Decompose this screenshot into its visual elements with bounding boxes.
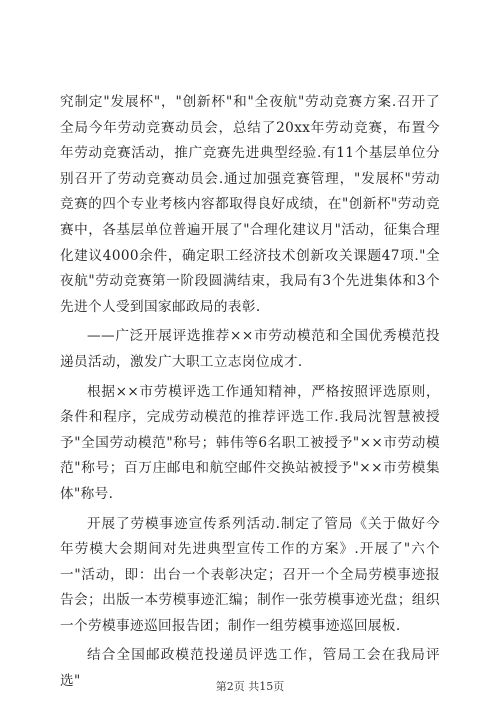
- page-footer: 第2页 共15页: [215, 680, 285, 693]
- document-body: [60, 90, 440, 699]
- paragraph-4: 开展了劳模事迹宣传系列活动.制定了管局《关于做好今年劳模大会期间对先进典型宣传工作的方案》.开展了"六个一"活动，即：出台一个表彰决定；召开一个全局劳模事迹报告会；出版一本劳模事迹汇编；制作一张劳模事迹光盘；组织一个劳模事迹巡回报告团；制作一组劳模事迹巡回展板.: [60, 515, 440, 634]
- paragraph-3: 根据××市劳模评选工作通知精神，严格按照评选原则，条件和程序，完成劳动模范的推荐评选工作.我局沈智慧被授予"全国劳动模范"称号；韩伟等6名职工被授予"××市劳动模范"称号；百万庄邮电和航空邮件交换站被授予"××市劳模集体"称号.: [60, 383, 440, 502]
- paragraph-5: 结合全国邮政模范投递员评选工作，管局工会在我局评选": [60, 647, 440, 690]
- paragraph-2: ——广泛开展评选推荐××市劳动模范和全国优秀模范投递员活动，激发广大职工立志岗位成才.: [60, 328, 440, 370]
- paragraph-1: 究制定"发展杯"，"创新杯"和"全夜航"劳动竞赛方案.召开了全局今年劳动竞赛动员会，总结了20xx年劳动竞赛，布置今年劳动竞赛活动，推广竞赛先进典型经验.有11个基层单位分别召开了劳动竞赛动员会.通过加强竞赛管理，"发展杯"劳动竞赛的四个专业考核内容都取得良好成绩，在"创新杯"劳动竞赛中，各基层单位普遍开展了"合理化建议月"活动，征集合理化建议4000余件，确定职工经济技术创新攻关课题47项."全夜航"劳动竞赛第一阶段圆满结束，我局有3个先进集体和3个先进个人受到国家邮政局的表彰.: [60, 94, 440, 315]
